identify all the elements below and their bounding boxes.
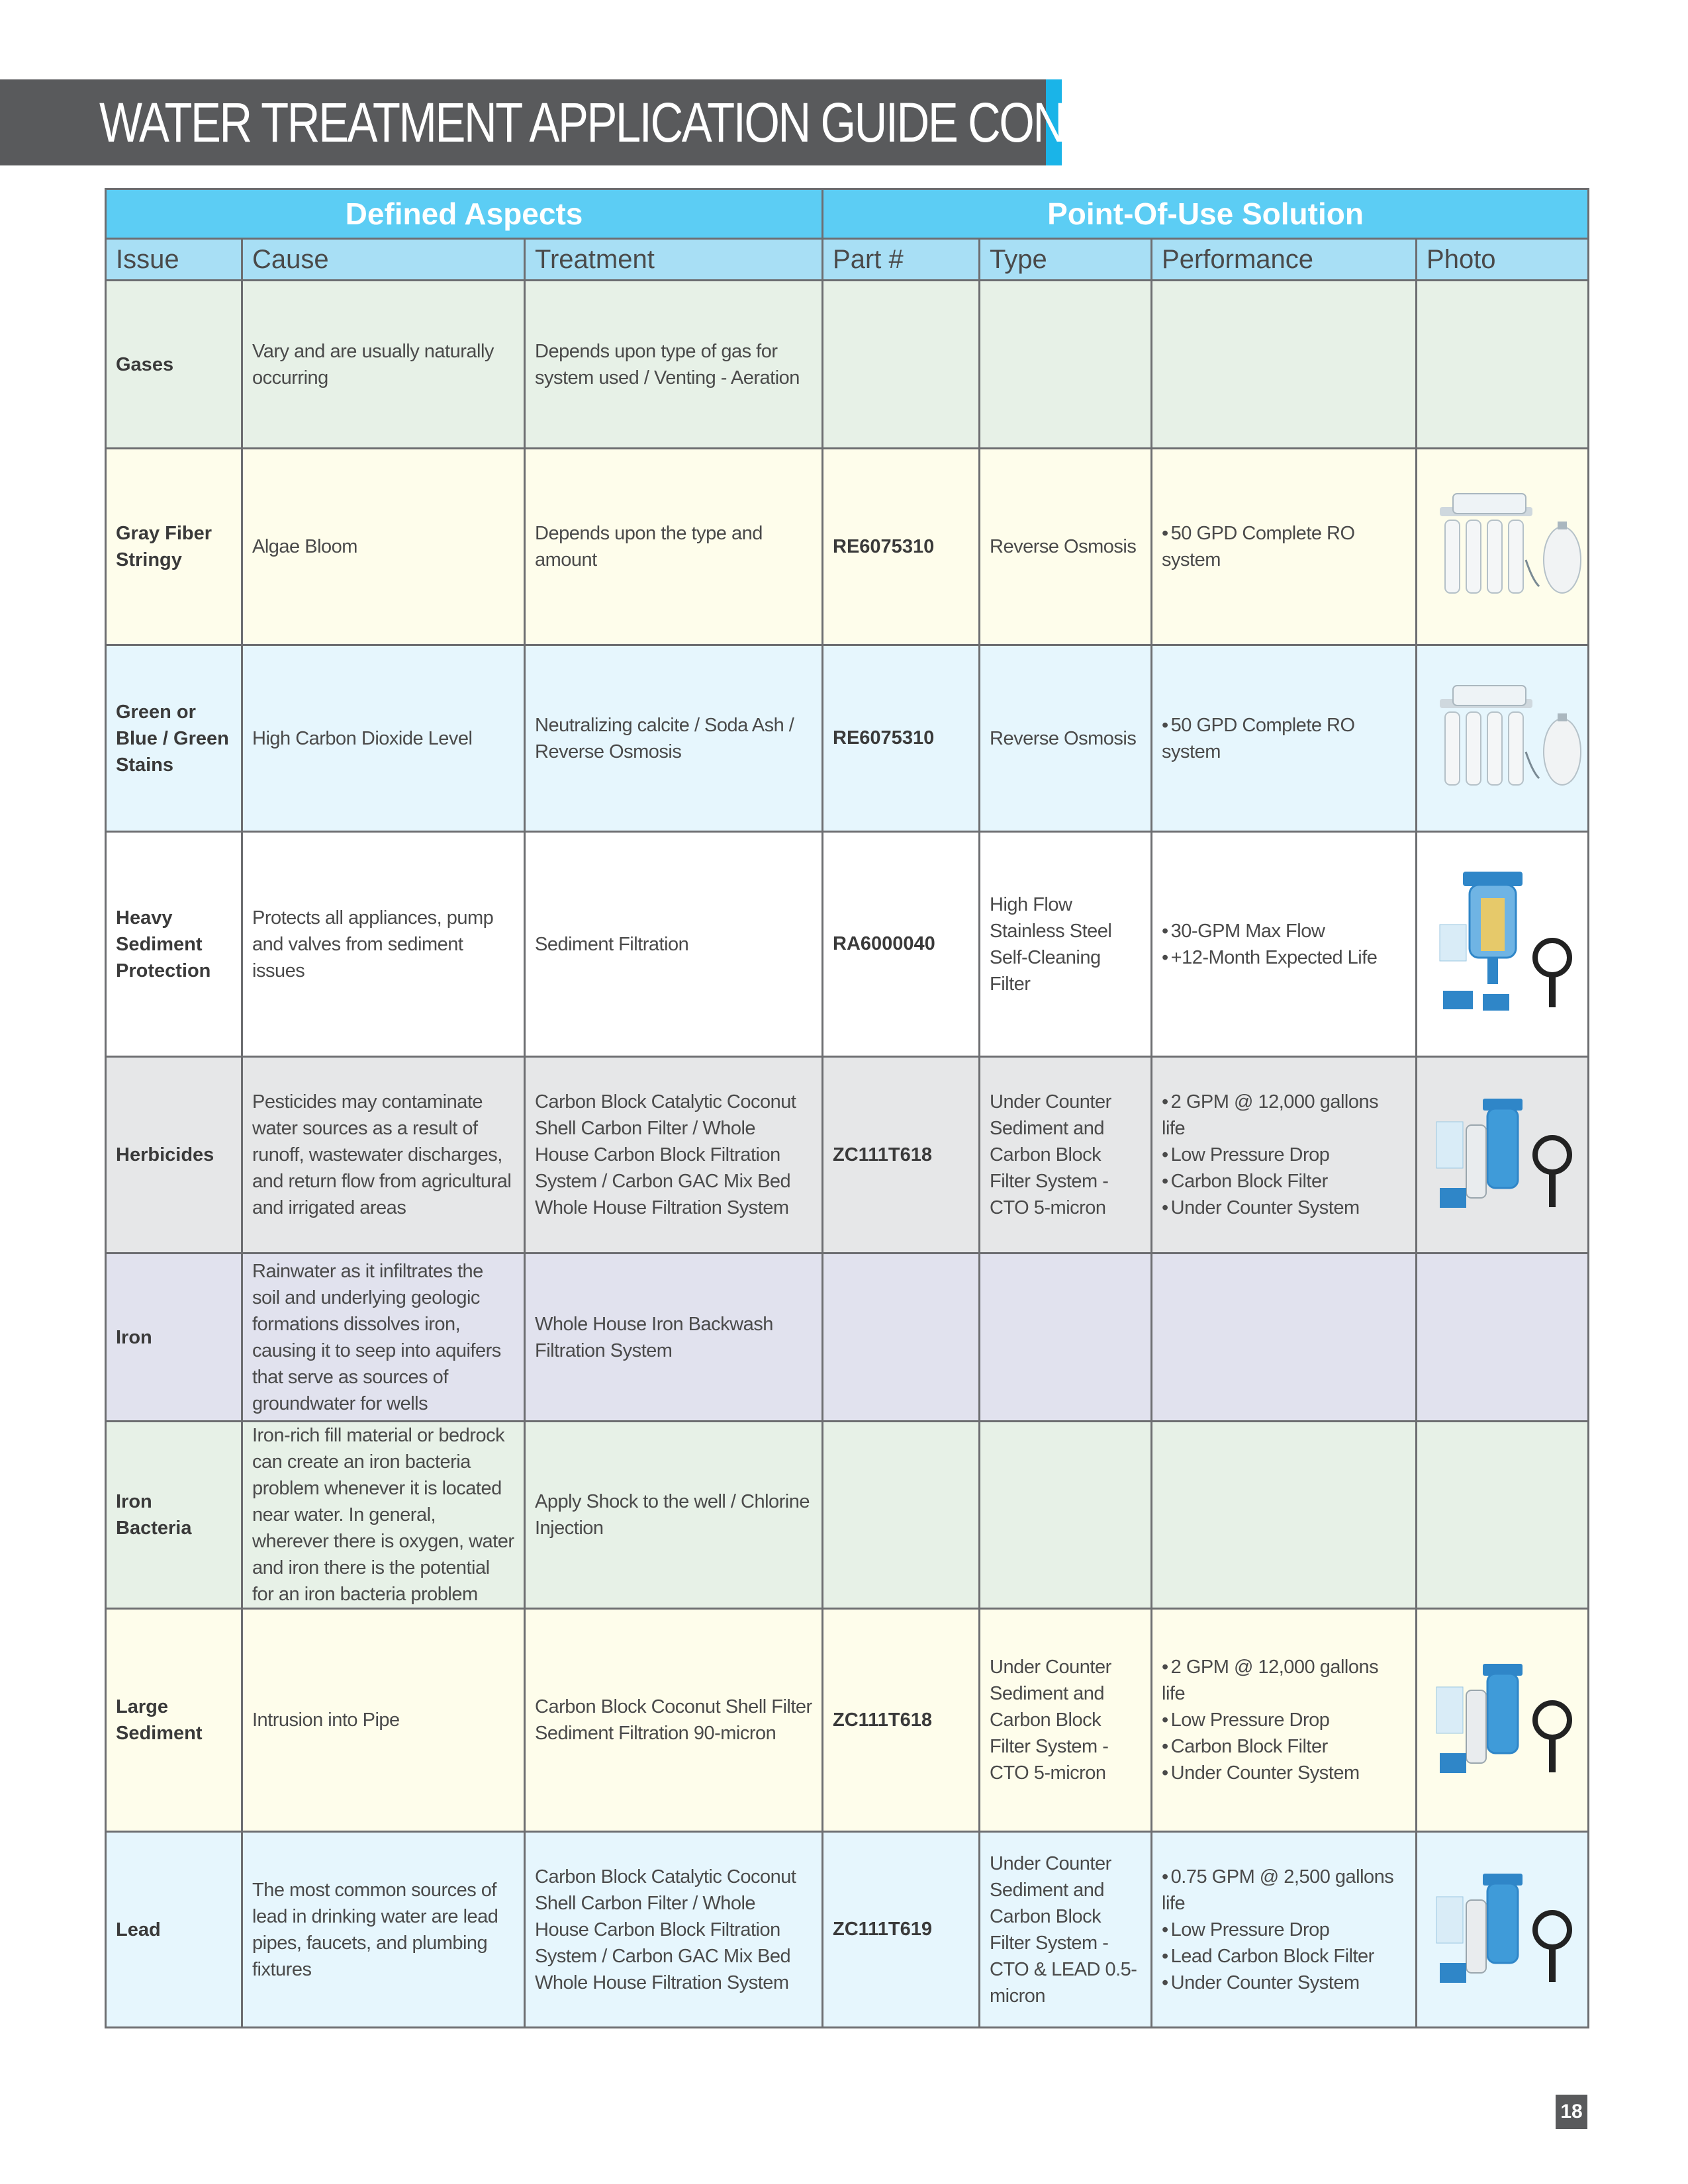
photo-cell xyxy=(1417,449,1589,645)
table-row xyxy=(106,1609,1589,1832)
issue-cell: Iron xyxy=(106,1253,242,1422)
treatment-cell: Apply Shock to the well / Chlorine Injection xyxy=(525,1422,823,1609)
table-row xyxy=(106,281,1589,449)
cause-cell: Iron-rich fill material or bedrock can create an iron bacteria problem whenever it is located near water. In general, wherever there is oxygen, water and iron there is the potential for an iron bacteria problem xyxy=(242,1422,525,1609)
treatment-cell: Carbon Block Catalytic Coconut Shell Carbon Filter / Whole House Carbon Block Filtration System / Carbon GAC Mix Bed Whole House Filtration System xyxy=(525,1057,823,1253)
photo-cell xyxy=(1417,1832,1589,2028)
cause-cell: Intrusion into Pipe xyxy=(242,1609,525,1832)
performance-item: • Carbon Block Filter xyxy=(1162,1168,1406,1195)
cause-cell: Rainwater as it infiltrates the soil and underlying geologic formations dissolves iron, causing it to seep into aquifers that serve as sources of groundwater for wells xyxy=(242,1253,525,1422)
issue-cell: Large Sediment xyxy=(106,1609,242,1832)
performance-item: • 2 GPM @ 12,000 gallons life xyxy=(1162,1089,1406,1142)
performance-item: • Under Counter System xyxy=(1162,1760,1406,1786)
issue-cell: Gases xyxy=(106,281,242,449)
photo-cell xyxy=(1417,1253,1589,1422)
under-counter-filter-product-image xyxy=(1427,1089,1578,1221)
type-cell: Reverse Osmosis xyxy=(980,449,1152,645)
treatment-cell: Carbon Block Coconut Shell Filter Sediment Filtration 90-micron xyxy=(525,1609,823,1832)
performance-cell xyxy=(1152,1609,1417,1832)
cause-cell: Protects all appliances, pump and valves from sediment issues xyxy=(242,832,525,1057)
issue-cell: Lead xyxy=(106,1832,242,2028)
part-number-cell: RE6075310 xyxy=(823,449,980,645)
group-header-point-of-use: Point-Of-Use Solution xyxy=(823,189,1589,239)
cause-cell: Pesticides may contaminate water sources as a result of runoff, wastewater discharges, and return flow from agricultural and irrigated areas xyxy=(242,1057,525,1253)
performance-item: • 30-GPM Max Flow xyxy=(1162,918,1406,944)
col-header-type: Type xyxy=(980,239,1152,281)
photo-cell xyxy=(1417,1422,1589,1609)
under-counter-filter-product-image xyxy=(1427,1654,1578,1786)
col-header-issue: Issue xyxy=(106,239,242,281)
performance-item: • Under Counter System xyxy=(1162,1970,1406,1996)
performance-item: • Lead Carbon Block Filter xyxy=(1162,1943,1406,1970)
page-number: 18 xyxy=(1556,2095,1587,2129)
performance-list xyxy=(1162,1654,1406,1786)
performance-list xyxy=(1162,520,1406,573)
photo-cell xyxy=(1417,832,1589,1057)
application-guide-table xyxy=(105,188,1589,2028)
table-row xyxy=(106,645,1589,832)
type-cell xyxy=(980,1253,1152,1422)
photo-cell xyxy=(1417,1609,1589,1832)
cause-cell: Vary and are usually naturally occurring xyxy=(242,281,525,449)
reverse-osmosis-product-image xyxy=(1427,480,1578,613)
type-cell: Under Counter Sediment and Carbon Block Filter System - CTO 5-micron xyxy=(980,1057,1152,1253)
reverse-osmosis-product-image xyxy=(1427,672,1578,805)
part-number-cell xyxy=(823,281,980,449)
type-cell xyxy=(980,281,1152,449)
part-number-cell: ZC111T619 xyxy=(823,1832,980,2028)
issue-cell: Gray Fiber Stringy xyxy=(106,449,242,645)
table-row xyxy=(106,1057,1589,1253)
performance-cell xyxy=(1152,281,1417,449)
col-header-part: Part # xyxy=(823,239,980,281)
cause-cell: The most common sources of lead in drinking water are lead pipes, faucets, and plumbing fixtures xyxy=(242,1832,525,2028)
photo-cell xyxy=(1417,281,1589,449)
col-header-performance: Performance xyxy=(1152,239,1417,281)
table-row xyxy=(106,1422,1589,1609)
part-number-cell: ZC111T618 xyxy=(823,1609,980,1832)
issue-cell: Herbicides xyxy=(106,1057,242,1253)
performance-list xyxy=(1162,1864,1406,1996)
self-cleaning-filter-product-image xyxy=(1427,865,1578,1024)
treatment-cell: Carbon Block Catalytic Coconut Shell Carbon Filter / Whole House Carbon Block Filtration System / Carbon GAC Mix Bed Whole House Filtration System xyxy=(525,1832,823,2028)
type-cell: High Flow Stainless Steel Self-Cleaning Filter xyxy=(980,832,1152,1057)
type-cell: Under Counter Sediment and Carbon Block Filter System - CTO 5-micron xyxy=(980,1609,1152,1832)
performance-cell xyxy=(1152,1253,1417,1422)
photo-cell xyxy=(1417,645,1589,832)
treatment-cell: Neutralizing calcite / Soda Ash / Reverse Osmosis xyxy=(525,645,823,832)
col-header-cause: Cause xyxy=(242,239,525,281)
table-row xyxy=(106,832,1589,1057)
table-row xyxy=(106,1253,1589,1422)
table-row xyxy=(106,449,1589,645)
performance-cell xyxy=(1152,832,1417,1057)
under-counter-filter-product-image xyxy=(1427,1864,1578,1996)
treatment-cell: Sediment Filtration xyxy=(525,832,823,1057)
part-number-cell xyxy=(823,1253,980,1422)
performance-item: • Low Pressure Drop xyxy=(1162,1707,1406,1733)
performance-item: • +12-Month Expected Life xyxy=(1162,944,1406,971)
performance-cell xyxy=(1152,1832,1417,2028)
part-number-cell: RA6000040 xyxy=(823,832,980,1057)
performance-cell xyxy=(1152,1422,1417,1609)
type-cell xyxy=(980,1422,1152,1609)
photo-cell xyxy=(1417,1057,1589,1253)
performance-cell xyxy=(1152,449,1417,645)
performance-item: • 0.75 GPM @ 2,500 gallons life xyxy=(1162,1864,1406,1917)
cause-cell: High Carbon Dioxide Level xyxy=(242,645,525,832)
performance-item: • 50 GPD Complete RO system xyxy=(1162,712,1406,765)
col-header-treatment: Treatment xyxy=(525,239,823,281)
performance-item: • 50 GPD Complete RO system xyxy=(1162,520,1406,573)
treatment-cell: Whole House Iron Backwash Filtration System xyxy=(525,1253,823,1422)
treatment-cell: Depends upon the type and amount xyxy=(525,449,823,645)
cause-cell: Algae Bloom xyxy=(242,449,525,645)
table-row xyxy=(106,1832,1589,2028)
page-title: WATER TREATMENT APPLICATION GUIDE CONT. xyxy=(99,91,1097,154)
performance-item: • Under Counter System xyxy=(1162,1195,1406,1221)
performance-item: • Carbon Block Filter xyxy=(1162,1733,1406,1760)
part-number-cell: RE6075310 xyxy=(823,645,980,832)
issue-cell: Heavy Sediment Protection xyxy=(106,832,242,1057)
performance-item: • Low Pressure Drop xyxy=(1162,1142,1406,1168)
performance-list xyxy=(1162,712,1406,765)
issue-cell: Iron Bacteria xyxy=(106,1422,242,1609)
performance-list xyxy=(1162,1089,1406,1221)
performance-item: • Low Pressure Drop xyxy=(1162,1917,1406,1943)
type-cell: Reverse Osmosis xyxy=(980,645,1152,832)
performance-cell xyxy=(1152,1057,1417,1253)
col-header-photo: Photo xyxy=(1417,239,1589,281)
part-number-cell: ZC111T618 xyxy=(823,1057,980,1253)
performance-cell xyxy=(1152,645,1417,832)
performance-item: • 2 GPM @ 12,000 gallons life xyxy=(1162,1654,1406,1707)
issue-cell: Green or Blue / Green Stains xyxy=(106,645,242,832)
part-number-cell xyxy=(823,1422,980,1609)
performance-list xyxy=(1162,918,1406,971)
type-cell: Under Counter Sediment and Carbon Block Filter System - CTO & LEAD 0.5-micron xyxy=(980,1832,1152,2028)
group-header-defined-aspects: Defined Aspects xyxy=(106,189,823,239)
treatment-cell: Depends upon type of gas for system used / Venting - Aeration xyxy=(525,281,823,449)
